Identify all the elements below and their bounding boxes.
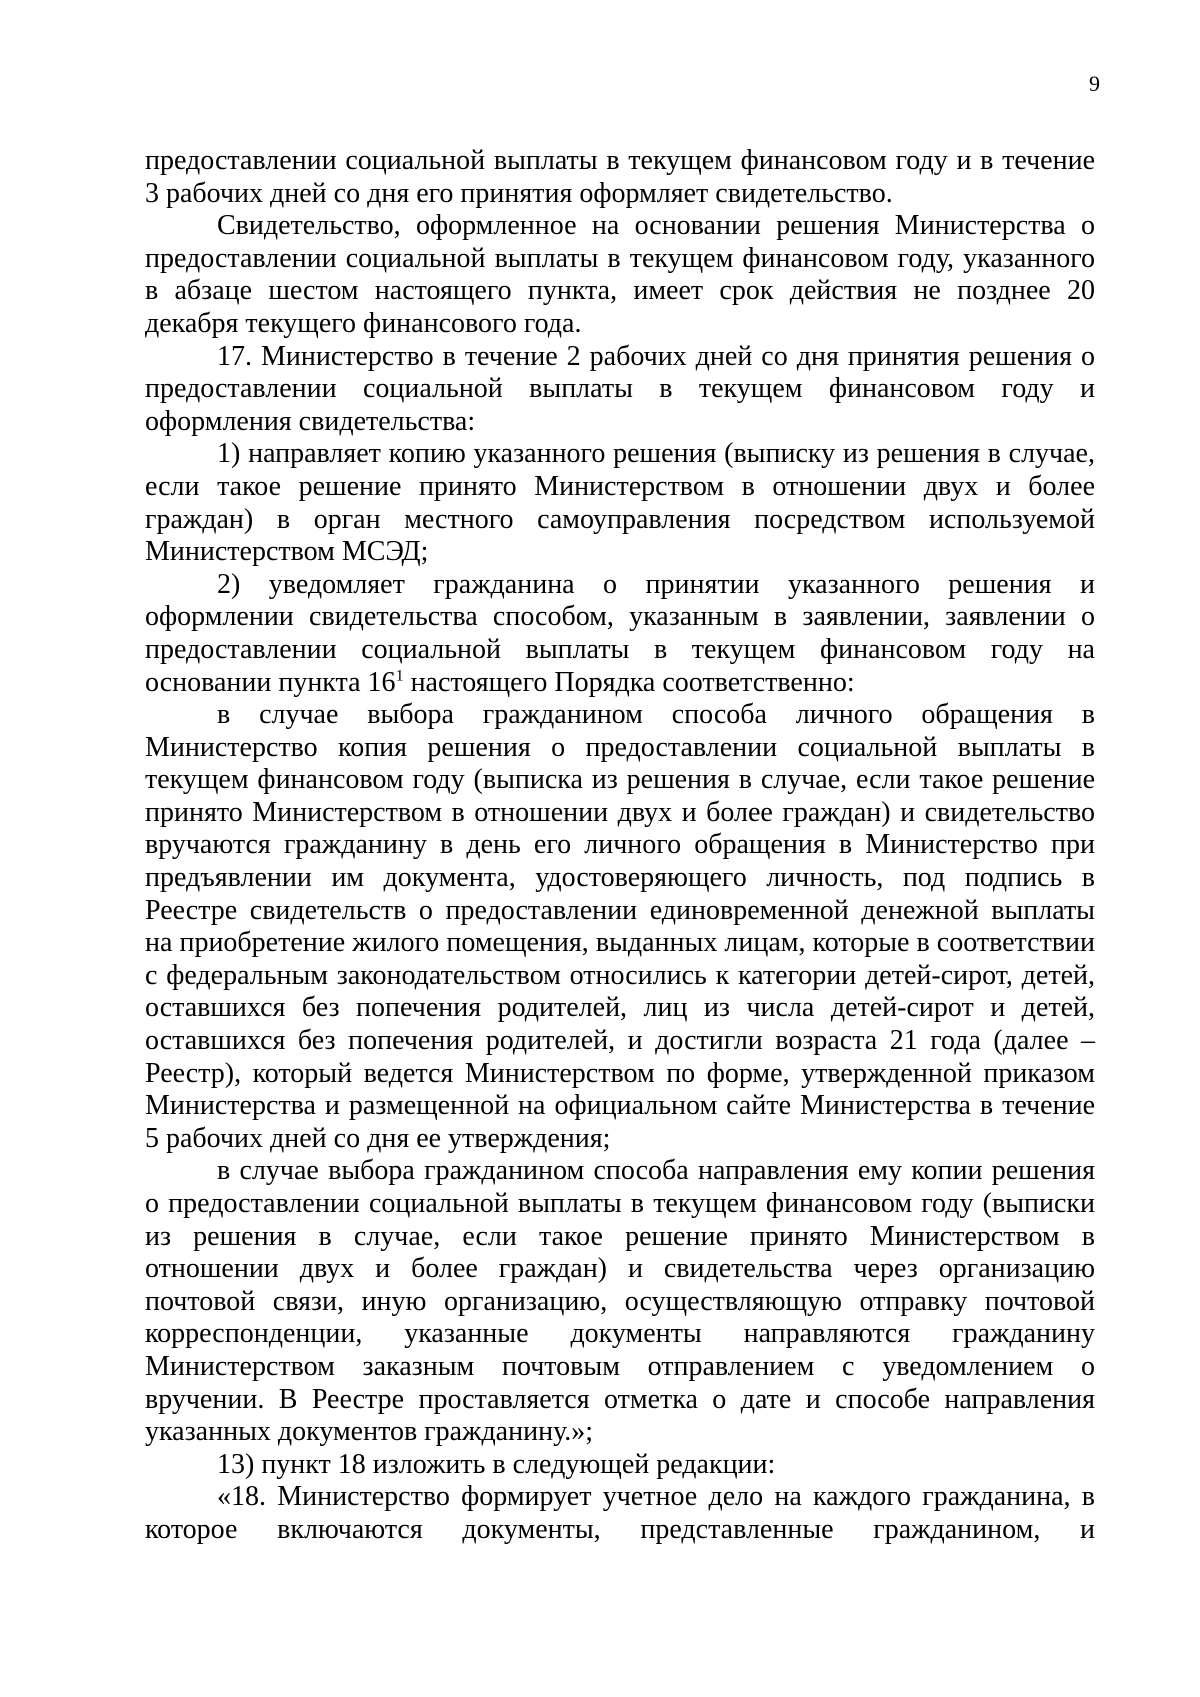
superscript-footnote: 1 [395,667,404,685]
paragraph-clause-17: 17. Министерство в течение 2 рабочих дней со дня принятия решения о предоставлении социальной выплаты в текущем финансовом году и оформления свидетельства: [145,340,1095,437]
paragraph-personal-visit: в случае выбора гражданином способа личного обращения в Министерство копия решения о предоставлении социальной выплаты в текущем финансовом году (выписка из решения в случае, если такое решение принято Министерством в отношении двух и более граждан) и свидетельство вручаются гражданину в день его личного обращения в Министерство при предъявлении им документа, удостоверяющего личность, под подпись в Реестре свидетельств о предоставлении единовременной денежной выплаты на приобретение жилого помещения, выданных лицам, которые в соответствии с федеральным законодательством относились к категории детей-сирот, детей, оставшихся без попечения родителей, лиц из числа детей-сирот и детей, оставшихся без попечения родителей, и достигли возраста 21 года (далее – Реестр), который ведется Министерством по форме, утвержденной приказом Министерства и размещенной на официальном сайте Министерства в течение 5 рабочих дней со дня ее утверждения; [145,699,1095,1154]
document-body [145,145,1095,1547]
paragraph-postal-delivery: в случае выбора гражданином способа направления ему копии решения о предоставлении социальной выплаты в текущем финансовом году (выписки из решения в случае, если такое решение принято Министерством в отношении двух и более граждан) и свидетельства через организацию почтовой связи, иную организацию, осуществляющую отправку почтовой корреспонденции, указанные документы направляются гражданину Министерством заказным почтовым отправлением с уведомлением о вручении. В Реестре проставляется отметка о дате и способе направления указанных документов гражданину.»; [145,1155,1095,1448]
paragraph-clause-17-item-1: 1) направляет копию указанного решения (выписку из решения в случае, если такое решение принято Министерством в отношении двух и более граждан) в орган местного самоуправления посредством используемой Министерством МСЭД; [145,438,1095,568]
paragraph-clause-17-item-2 [145,569,1095,699]
paragraph-amendment-13: 13) пункт 18 изложить в следующей редакции: [217,1448,776,1480]
paragraph-clause-18: «18. Министерство формирует учетное дело на каждого гражданина, в которое включаются документы, представленные гражданином, и [145,1481,1095,1545]
paragraph-clause-17-item-2-text: 2) уведомляет гражданина о принятии указанного решения и оформлении свидетельства способом, указанным в заявлении, заявлении о предоставлении социальной выплаты в текущем финансовом году на основании пункта 16 [145,568,1095,698]
paragraph-clause-17-item-2-tail: настоящего Порядка соответственно: [403,666,855,698]
paragraph-certificate-validity: Свидетельство, оформленное на основании решения Министерства о предоставлении социальной выплаты в текущем финансовом году, указанного в абзаце шестом настоящего пункта, имеет срок действия не позднее 20 декабря текущего финансового года. [145,210,1095,339]
paragraph-continuation: предоставлении социальной выплаты в текущем финансовом году и в течение 3 рабочих дней со дня его принятия оформляет свидетельство. [145,145,1095,209]
page-number: 9 [1089,71,1100,96]
